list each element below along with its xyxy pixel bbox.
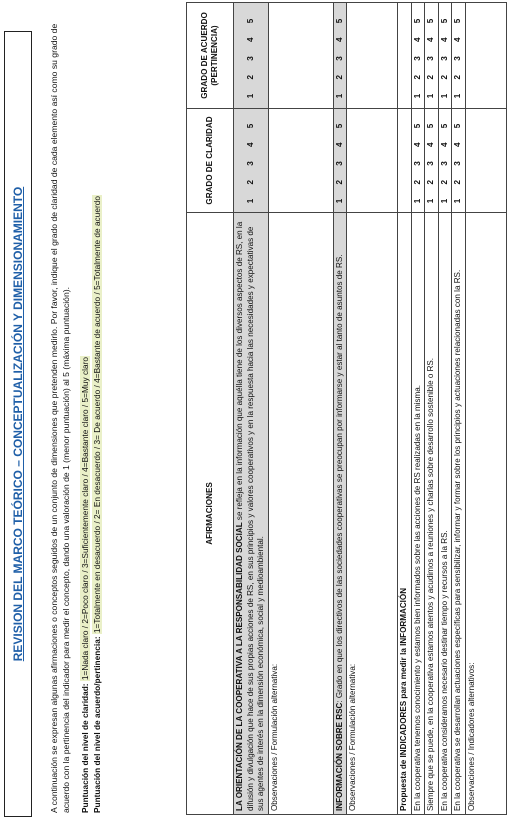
claridad-rating[interactable]: 1 2 3 4 5	[234, 109, 269, 213]
indicador-item: Siempre que se puede, en la cooperativa estamos atentos y acudimos a reuniones y charlas sobre desarrollo sostenible o RS.	[425, 213, 439, 815]
acuerdo-rating[interactable]: 1 2 3 4 5	[234, 3, 269, 109]
page-title: REVISION DEL MARCO TEÓRICO – CONCEPTUALIZACIÓN Y DIMENSIONAMIENTO	[4, 31, 32, 817]
intro-paragraph: A continuación se expresan algunas afirmaciones o conceptos seguidos de un conjunto de dimensiones que pretenden medirlo. Por favor, indique el grado de claridad de cada elemento así como su grado de acuerdo con la pertinencia del indicador para medir el concepto, dando una valoración de 1 (menor puntuación) al 5 (máxima puntuación).	[49, 23, 71, 813]
acuerdo-scale-label: Puntuación del nivel de acuerdo/pertinencia:	[91, 636, 102, 813]
indicador-item: En la cooperativa se desarrollan actuaciones específicas para sensibilizar, informar y formar sobre los principios y actuaciones relacionadas con la RS.	[452, 213, 466, 815]
header-acuerdo: GRADO DE ACUERDO (PERTINENCIA)	[187, 3, 234, 109]
empty-cell	[465, 109, 506, 213]
observaciones-field[interactable]: Observaciones / Indicadores alternativos:	[465, 213, 506, 815]
evaluation-table	[186, 2, 507, 815]
table-row	[347, 3, 398, 815]
header-claridad: GRADO DE CLARIDAD	[187, 109, 234, 213]
claridad-rating[interactable]: 1 2 3 4 5	[411, 109, 425, 213]
acuerdo-scale	[92, 195, 104, 813]
claridad-rating[interactable]: 1 2 3 4 5	[333, 109, 347, 213]
acuerdo-rating[interactable]: 1 2 3 4 5	[438, 3, 452, 109]
empty-cell	[398, 3, 412, 109]
acuerdo-rating[interactable]: 1 2 3 4 5	[452, 3, 466, 109]
empty-cell	[398, 109, 412, 213]
claridad-rating[interactable]: 1 2 3 4 5	[425, 109, 439, 213]
empty-cell	[268, 3, 333, 109]
table-row	[398, 3, 412, 815]
table-row	[333, 3, 347, 815]
claridad-rating[interactable]: 1 2 3 4 5	[452, 109, 466, 213]
indicador-item: En la cooperativa consideramos necesario destinar tiempo y recursos a la RS.	[438, 213, 452, 815]
afirmacion-lead: LA ORIENTACIÓN DE LA COOPERATIVA A LA RESPONSABILIDAD SOCIAL	[235, 522, 244, 811]
afirmacion-text: : Grado en que los directivos de las sociedades cooperativas se preocupan por informarse y estar al tanto de asuntos de RS.	[334, 254, 344, 703]
table-row	[465, 3, 506, 815]
afirmacion-cell	[234, 213, 269, 815]
scale-legend	[80, 195, 103, 813]
claridad-scale-text: 1=Nada claro / 2=Poco claro / 3=Suficientemente claro / 4=Bastante claro / 5=Muy claro	[80, 357, 90, 681]
table-row	[425, 3, 439, 815]
table-row	[452, 3, 466, 815]
table-row	[438, 3, 452, 815]
empty-cell	[347, 109, 398, 213]
acuerdo-rating[interactable]: 1 2 3 4 5	[333, 3, 347, 109]
table-row	[234, 3, 269, 815]
empty-cell	[347, 3, 398, 109]
afirmacion-text: se refleja en la información que aquélla tiene de los diversos aspectos de RS, en la difusión y divulgación que hace de sus propias acciones de RS, en sus principios y valores cooperativos y en la respuesta hacia las necesidades y expectativas de sus agentes de interés en la dimensión económica, social y medioambiental.	[235, 221, 265, 811]
acuerdo-scale-text: 1=Totalmente en desacuerdo / 2= En desacuerdo / 3= De acuerdo / 4=Bastante de acuerdo / 5=Totalmente de acuerdo	[91, 196, 102, 634]
header-afirmaciones: AFIRMACIONES	[187, 213, 234, 815]
table-row	[268, 3, 333, 815]
table-row	[411, 3, 425, 815]
afirmacion-cell	[333, 213, 347, 815]
indicador-item: En la cooperativa tenemos conocimiento y estamos bien informados sobre las acciones de RS realizadas en la misma.	[411, 213, 425, 815]
claridad-scale	[80, 195, 92, 813]
empty-cell	[268, 109, 333, 213]
acuerdo-rating[interactable]: 1 2 3 4 5	[411, 3, 425, 109]
observaciones-field[interactable]: Observaciones / Formulación alternativa:	[268, 213, 333, 815]
empty-cell	[465, 3, 506, 109]
table-header-row	[187, 3, 234, 815]
observaciones-field[interactable]: Observaciones / Formulación alternativa:	[347, 213, 398, 815]
indicadores-heading: Propuesta de INDICADORES para medir la INFORMACIÓN	[398, 213, 412, 815]
acuerdo-rating[interactable]: 1 2 3 4 5	[425, 3, 439, 109]
claridad-rating[interactable]: 1 2 3 4 5	[438, 109, 452, 213]
claridad-scale-label: Puntuación del nivel de claridad:	[80, 683, 90, 813]
afirmacion-lead: INFORMACIÓN SOBRE RSC	[334, 702, 344, 811]
